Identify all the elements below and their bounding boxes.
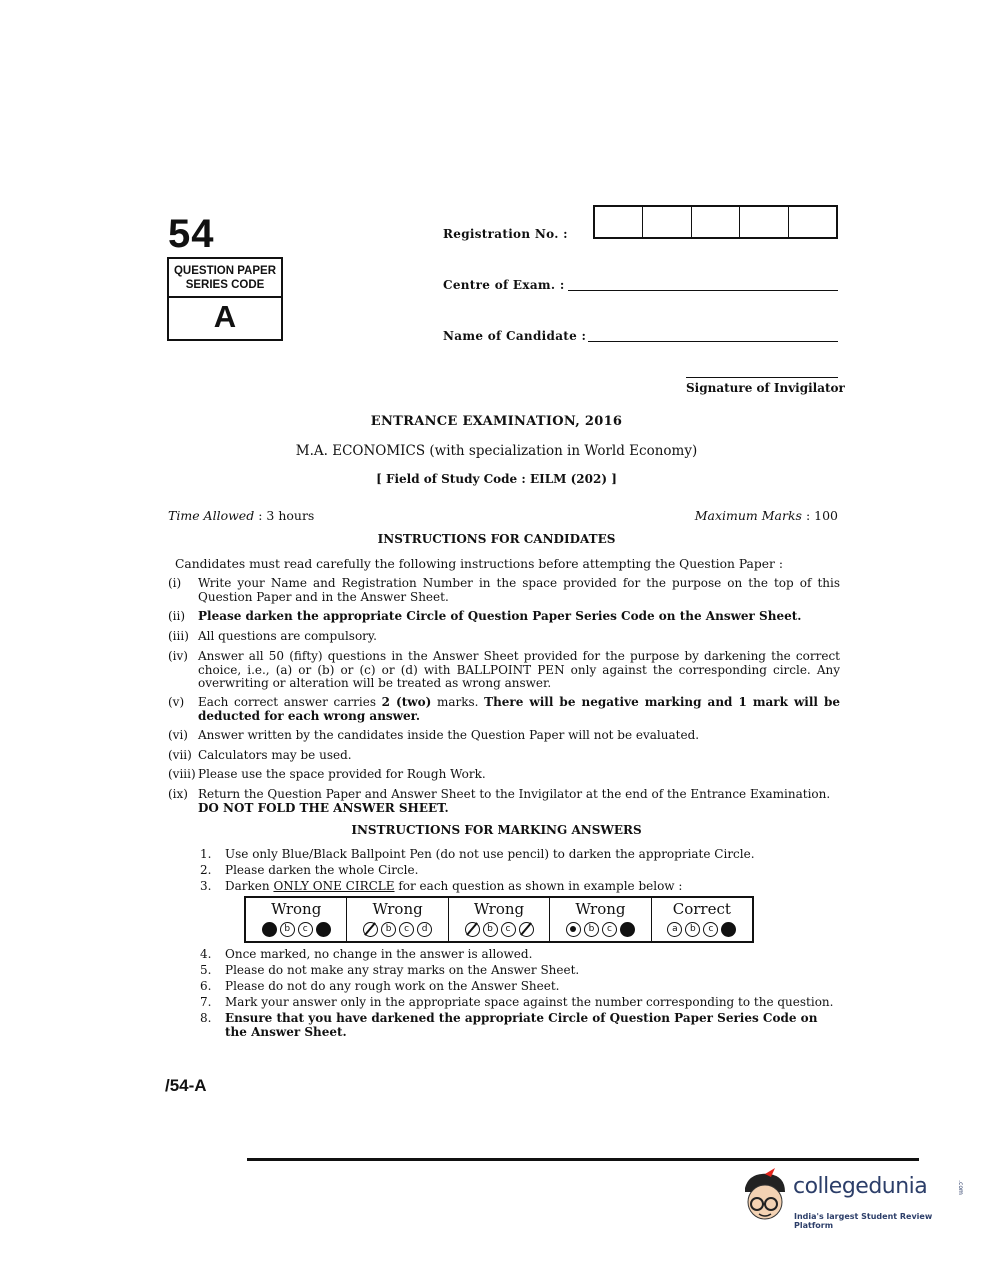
instruction-text-part: DO NOT FOLD THE ANSWER SHEET. bbox=[198, 800, 449, 815]
marking-number: 6. bbox=[200, 979, 212, 993]
marking-item bbox=[200, 980, 840, 994]
example-circle-filled bbox=[262, 922, 277, 937]
instruction-item bbox=[168, 696, 840, 723]
marking-example-table bbox=[244, 896, 754, 943]
instruction-item bbox=[168, 630, 840, 644]
instruction-item bbox=[168, 577, 840, 604]
registration-boxes[interactable] bbox=[593, 205, 838, 239]
marking-item bbox=[200, 880, 840, 894]
instruction-text bbox=[198, 696, 840, 723]
instruction-text: Calculators may be used. bbox=[198, 748, 352, 762]
time-allowed bbox=[168, 508, 314, 523]
registration-box[interactable] bbox=[643, 207, 691, 237]
marking-text: Once marked, no change in the answer is allowed. bbox=[225, 947, 533, 961]
instruction-number: (vii) bbox=[168, 748, 192, 762]
example-circle: b bbox=[584, 922, 599, 937]
marking-text: Ensure that you have darkened the appropriate Circle of Question Paper Series Code on the Answer Sheet. bbox=[225, 1011, 818, 1039]
maximum-marks bbox=[660, 508, 838, 523]
footer-rule bbox=[247, 1158, 919, 1161]
marking-number: 5. bbox=[200, 963, 212, 977]
example-circle: c bbox=[501, 922, 516, 937]
instruction-number: (vi) bbox=[168, 728, 188, 742]
instruction-item bbox=[168, 729, 840, 743]
centre-field[interactable] bbox=[568, 290, 838, 291]
candidate-name-field[interactable] bbox=[588, 341, 838, 342]
instruction-text-part: Each correct answer carries bbox=[198, 695, 376, 709]
series-label-line1: QUESTION PAPER bbox=[173, 265, 277, 277]
signature-label: Signature of Invigilator bbox=[686, 381, 845, 395]
registration-box[interactable] bbox=[595, 207, 643, 237]
max-marks-label: Maximum Marks bbox=[694, 508, 802, 523]
example-circle: d bbox=[417, 922, 432, 937]
example-circle-struck bbox=[519, 922, 534, 937]
collegedunia-logo[interactable] bbox=[735, 1168, 964, 1230]
instruction-text-part: Return the Question Paper and Answer Sheet to the Invigilator at the end of the Entrance Examination. bbox=[198, 787, 831, 801]
instruction-text bbox=[198, 788, 840, 815]
registration-box[interactable] bbox=[692, 207, 740, 237]
series-letter: A bbox=[213, 299, 237, 334]
example-circle-filled bbox=[721, 922, 736, 937]
marking-text: Please darken the whole Circle. bbox=[225, 863, 419, 877]
series-code-box bbox=[167, 257, 283, 341]
example-wrong-3 bbox=[449, 898, 550, 941]
marking-heading: INSTRUCTIONS FOR MARKING ANSWERS bbox=[351, 823, 642, 837]
marking-number: 3. bbox=[200, 879, 212, 893]
instruction-item bbox=[168, 610, 840, 624]
example-circle: c bbox=[298, 922, 313, 937]
marking-text-part: Darken bbox=[225, 879, 270, 893]
instruction-item bbox=[168, 749, 840, 763]
instructions-intro: Candidates must read carefully the following instructions before attempting the Question Paper : bbox=[175, 557, 783, 571]
example-circle: c bbox=[703, 922, 718, 937]
marking-text: Use only Blue/Black Ballpoint Pen (do not use pencil) to darken the appropriate Circle. bbox=[225, 847, 755, 861]
marking-item bbox=[200, 948, 840, 962]
marking-number: 2. bbox=[200, 863, 212, 877]
course-title: M.A. ECONOMICS (with specialization in World Economy) bbox=[295, 443, 698, 459]
example-circle-filled bbox=[620, 922, 635, 937]
candidate-name-label: Name of Candidate : bbox=[443, 329, 587, 343]
example-wrong-4 bbox=[550, 898, 651, 941]
instruction-text: Answer written by the candidates inside the Question Paper will not be evaluated. bbox=[198, 728, 700, 742]
instruction-number: (v) bbox=[168, 695, 185, 709]
instruction-text: Write your Name and Registration Number in the space provided for the purpose on the top of this Question Paper and in the Answer Sheet. bbox=[198, 576, 840, 604]
example-wrong-2 bbox=[347, 898, 448, 941]
instruction-text: Answer all 50 (fifty) questions in the Answer Sheet provided for the purpose by darkening the correct choice, i.e., (a) or (b) or (c) or (d) with BALLPOINT PEN only against the corresponding circle. Any overwriting or alteration will be treated as wrong answer. bbox=[198, 649, 840, 690]
marking-text: Please do not make any stray marks on the Answer Sheet. bbox=[225, 963, 580, 977]
example-label: Correct bbox=[672, 900, 731, 918]
marking-text: Mark your answer only in the appropriate space against the number corresponding to the question. bbox=[225, 995, 834, 1009]
logo-name: collegedunia bbox=[793, 1174, 928, 1199]
registration-box[interactable] bbox=[789, 207, 836, 237]
paper-code: 54 bbox=[168, 212, 215, 256]
time-allowed-value: : 3 hours bbox=[258, 508, 315, 523]
marking-text-part: ONLY ONE CIRCLE bbox=[273, 879, 395, 893]
example-circle: c bbox=[399, 922, 414, 937]
instruction-text-part: marks. bbox=[436, 695, 479, 709]
marking-item bbox=[200, 964, 840, 978]
marking-number: 1. bbox=[200, 847, 212, 861]
marking-number: 7. bbox=[200, 995, 212, 1009]
instructions-heading: INSTRUCTIONS FOR CANDIDATES bbox=[377, 532, 616, 546]
example-circle-dotted bbox=[566, 922, 581, 937]
instruction-number: (iii) bbox=[168, 629, 189, 643]
field-of-study-code: [ Field of Study Code : EILM (202) ] bbox=[376, 472, 617, 486]
example-circle: b bbox=[381, 922, 396, 937]
series-label-line2: SERIES CODE bbox=[185, 279, 265, 291]
example-label: Wrong bbox=[372, 900, 423, 918]
instruction-number: (ii) bbox=[168, 609, 186, 623]
instruction-text: All questions are compulsory. bbox=[198, 629, 377, 643]
series-code-label bbox=[169, 264, 281, 292]
example-circle-struck bbox=[363, 922, 378, 937]
exam-title: ENTRANCE EXAMINATION, 2016 bbox=[370, 414, 623, 429]
marking-item bbox=[200, 848, 840, 862]
instruction-text-part: 2 (two) bbox=[381, 695, 432, 709]
logo-com: .com bbox=[956, 1180, 964, 1195]
example-correct bbox=[652, 898, 752, 941]
example-circle: b bbox=[280, 922, 295, 937]
marking-number: 4. bbox=[200, 947, 212, 961]
marking-item bbox=[200, 864, 840, 878]
example-circle: a bbox=[667, 922, 682, 937]
example-circle: b bbox=[483, 922, 498, 937]
instruction-item bbox=[168, 788, 840, 815]
time-allowed-label: Time Allowed bbox=[168, 508, 255, 523]
marking-item bbox=[200, 1012, 840, 1039]
logo-tagline: India's largest Student Review Platform bbox=[794, 1212, 933, 1230]
instruction-number: (iv) bbox=[168, 649, 188, 663]
example-circle: b bbox=[685, 922, 700, 937]
max-marks-value: : 100 bbox=[805, 508, 838, 523]
footer-paper-code: /54-A bbox=[165, 1076, 207, 1095]
marking-number: 8. bbox=[200, 1011, 212, 1025]
marking-item bbox=[200, 996, 840, 1010]
signature-line bbox=[686, 377, 838, 378]
marking-text bbox=[225, 880, 840, 894]
example-label: Wrong bbox=[271, 900, 322, 918]
marking-text: Please do not do any rough work on the Answer Sheet. bbox=[225, 979, 560, 993]
example-circle-struck bbox=[465, 922, 480, 937]
instruction-text: Please use the space provided for Rough Work. bbox=[198, 767, 486, 781]
instruction-number: (i) bbox=[168, 576, 182, 590]
marking-text-part: for each question as shown in example below : bbox=[398, 879, 683, 893]
instruction-item bbox=[168, 650, 840, 691]
instruction-number: (viii) bbox=[168, 767, 196, 781]
centre-label: Centre of Exam. : bbox=[443, 278, 565, 292]
instruction-text: Please darken the appropriate Circle of Question Paper Series Code on the Answer Sheet. bbox=[198, 609, 802, 623]
example-label: Wrong bbox=[575, 900, 626, 918]
example-label: Wrong bbox=[473, 900, 525, 918]
series-divider bbox=[169, 296, 281, 298]
instruction-text-part: There will be negative marking and 1 mark will be deducted for each wrong answer. bbox=[198, 695, 841, 723]
registration-box[interactable] bbox=[740, 207, 788, 237]
example-wrong-1 bbox=[246, 898, 347, 941]
example-circle-filled bbox=[316, 922, 331, 937]
example-circle: c bbox=[602, 922, 617, 937]
instruction-item bbox=[168, 768, 840, 782]
registration-label: Registration No. : bbox=[443, 227, 568, 241]
mascot-icon bbox=[735, 1168, 791, 1226]
instruction-number: (ix) bbox=[168, 787, 188, 801]
